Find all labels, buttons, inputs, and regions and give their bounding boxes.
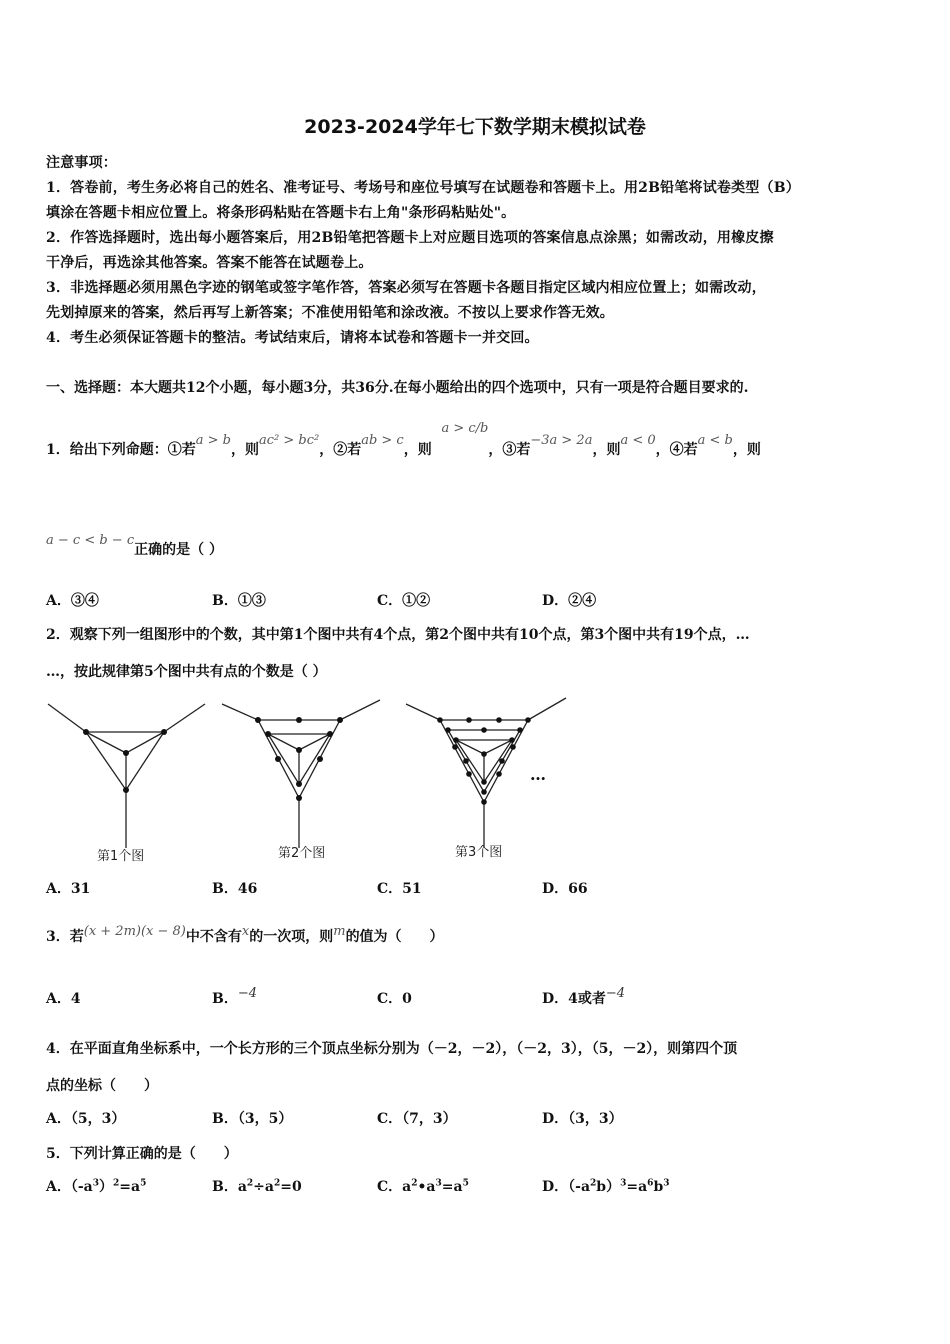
q1-option-b[interactable]: B．①③	[212, 593, 266, 609]
q2-option-d[interactable]: D．66	[542, 881, 588, 897]
q1-math: a > c/b	[441, 421, 489, 436]
q5a-part: ）	[99, 1179, 114, 1195]
dot	[481, 789, 487, 795]
q5-option-a[interactable]	[46, 1176, 146, 1196]
q1-math: a − c < b − c	[46, 533, 135, 548]
dot	[296, 781, 302, 787]
dot	[525, 717, 531, 723]
dot	[317, 756, 323, 762]
dot	[123, 787, 129, 793]
dot	[466, 717, 472, 723]
dot	[296, 717, 302, 723]
q3-option-b[interactable]	[212, 988, 257, 1008]
question-3-stem	[46, 926, 444, 946]
q5-option-b[interactable]	[212, 1176, 302, 1196]
q5d-part: =a	[626, 1179, 648, 1195]
q5b-sup: 2	[246, 1178, 254, 1189]
dot	[255, 717, 261, 723]
dot	[452, 744, 458, 750]
q5a-sup: 5	[140, 1178, 147, 1189]
q3-option-d-math: −4	[605, 986, 626, 1001]
notice-heading: 注意事项：	[46, 155, 117, 171]
q5d-part: b）	[596, 1179, 621, 1195]
figure-arm	[340, 700, 380, 720]
q1-math: a < 0	[620, 433, 656, 448]
q4-option-b[interactable]: B．（3，5）	[212, 1111, 293, 1127]
q2-option-c[interactable]: C．51	[377, 881, 422, 897]
notice-line: 填涂在答题卡相应位置上。将条形码粘贴在答题卡右上角"条形码粘贴处"。	[46, 205, 516, 221]
q1-text: 正确的是（ ）	[134, 542, 223, 558]
question-2-stem: 2．观察下列一组图形中的个数，其中第1个图中共有4个点，第2个图中共有10个点，第3个图中共有19个点，…	[46, 627, 750, 643]
dot	[327, 731, 333, 737]
q5a-sup: 3	[92, 1178, 100, 1189]
q5d-part: D．（-a	[542, 1179, 591, 1195]
page-title: 2023-2024学年七下数学期末模拟试卷	[304, 116, 646, 138]
dot	[510, 744, 516, 750]
dot	[481, 799, 487, 805]
q3-math: (x + 2m)(x − 8)	[83, 924, 186, 939]
q1-math: ab > c	[361, 433, 404, 448]
dot	[296, 795, 302, 801]
notice-line: 1．答卷前，考生务必将自己的姓名、准考证号、考场号和座位号填写在试题卷和答题卡上。用2B铅笔将试卷类型（B）	[46, 180, 800, 196]
q5-option-d[interactable]	[542, 1176, 670, 1196]
dot	[437, 717, 443, 723]
q1-text: ，则	[403, 442, 432, 458]
q1-option-c[interactable]: C．①②	[377, 593, 431, 609]
dot	[463, 758, 469, 764]
q2-option-a[interactable]: A．31	[46, 881, 91, 897]
q1-math: ac² > bc²	[258, 433, 320, 448]
q1-text: ，则	[732, 442, 761, 458]
section-heading: 一、选择题：本大题共12个小题，每小题3分，共36分.在每小题给出的四个选项中，只有一项是符合题目要求的.	[46, 380, 749, 396]
q4-option-d[interactable]: D．（3，3）	[542, 1111, 623, 1127]
figure-1-caption: 第1个图	[97, 849, 145, 864]
dot	[509, 737, 515, 743]
dot	[496, 771, 502, 777]
q4-option-a[interactable]: A．（5，3）	[46, 1111, 126, 1127]
q3-option-b-math: −4	[237, 986, 258, 1001]
figure-arm	[222, 704, 258, 720]
dot	[481, 751, 487, 757]
q5d-sup: 2	[590, 1178, 597, 1189]
q5a-sup: 2	[113, 1178, 120, 1189]
triangle-1	[86, 732, 164, 790]
notice-line: 3．非选择题必须用黑色字迹的钢笔或签字笔作答，答案必须写在答题卡各题目指定区域内相应位置上；如需改动，	[46, 280, 766, 296]
q3-text: 3．若	[46, 929, 84, 945]
notice-line: 先划掉原来的答案，然后再写上新答案；不准使用铅笔和涂改液。不按以上要求作答无效。	[46, 305, 614, 321]
q1-text: ，④若	[655, 442, 698, 458]
notice-line: 2．作答选择题时，选出每小题答案后，用2B铅笔把答题卡上对应题目选项的答案信息点涂黑；如需改动，用橡皮擦	[46, 230, 774, 246]
dot	[481, 779, 487, 785]
q5d-sup: 3	[663, 1178, 670, 1189]
inner-line	[126, 732, 164, 753]
q2-option-b[interactable]: B．46	[212, 881, 258, 897]
q3-text: 中不含有	[185, 929, 242, 945]
figure-ellipsis: …	[530, 765, 546, 784]
dot	[337, 717, 343, 723]
q3-text: 的一次项，则	[249, 929, 334, 945]
question-2-stem-cont: …，按此规律第5个图中共有点的个数是（ ）	[46, 664, 327, 680]
dot	[83, 729, 89, 735]
q3-option-d-label: D．4或者	[542, 991, 606, 1007]
q1-text: 1．给出下列命题：①若	[46, 442, 196, 458]
q1-option-a[interactable]: A．③④	[46, 593, 99, 609]
q5-option-c[interactable]	[377, 1176, 469, 1196]
dot	[499, 758, 505, 764]
figure-arm	[528, 698, 566, 720]
q5b-part: B．a	[212, 1179, 247, 1195]
q5d-sup: 6	[647, 1178, 654, 1189]
dot	[496, 717, 502, 723]
q5c-part: C．a	[377, 1179, 412, 1195]
q5c-part: •a	[417, 1179, 436, 1195]
figure-2-caption: 第2个图	[278, 846, 326, 861]
q1-text: ，则	[230, 442, 259, 458]
q3-option-c[interactable]: C．0	[377, 991, 412, 1007]
dot	[445, 727, 451, 733]
dot	[517, 727, 523, 733]
q5c-sup: 3	[435, 1178, 442, 1189]
q5d-part: b	[653, 1179, 664, 1195]
q3-option-d[interactable]	[542, 988, 625, 1008]
q1-text: ，则	[592, 442, 621, 458]
q5a-part: =a	[119, 1179, 141, 1195]
q1-math: −3a > 2a	[530, 433, 593, 448]
question-5-stem: 5．下列计算正确的是（ ）	[46, 1146, 238, 1162]
question-4-stem: 4．在平面直角坐标系中，一个长方形的三个顶点坐标分别为（－2，－2），（－2，3），（5，－2），则第四个顶	[46, 1041, 738, 1057]
figure-2	[222, 700, 380, 848]
figure-arm	[406, 704, 440, 720]
q1-math: a < b	[697, 433, 733, 448]
q5d-sup: 3	[620, 1178, 627, 1189]
q3-text: 的值为（ ）	[345, 929, 444, 945]
q1-math: a > b	[195, 433, 231, 448]
q5b-part: =0	[280, 1179, 302, 1195]
figure-arm	[48, 704, 86, 732]
inner-line	[86, 732, 126, 753]
dot	[481, 727, 487, 733]
question-1-stem-cont	[46, 533, 223, 559]
dot	[275, 756, 281, 762]
q1-text: ，②若	[319, 442, 362, 458]
q4-option-c[interactable]: C．（7，3）	[377, 1111, 457, 1127]
q5b-sup: 2	[273, 1178, 281, 1189]
q3-math: x	[241, 924, 250, 939]
question-4-stem-cont: 点的坐标（ ）	[46, 1078, 158, 1094]
q1-text: ，③若	[488, 442, 531, 458]
q5c-part: =a	[441, 1179, 463, 1195]
figure-3-caption: 第3个图	[455, 845, 503, 860]
q5c-sup: 5	[462, 1178, 469, 1189]
q5b-part: ÷a	[253, 1179, 274, 1195]
figure-1	[48, 704, 205, 848]
dot-pattern-figures	[0, 690, 950, 870]
question-1-stem	[46, 421, 761, 459]
notice-line: 干净后，再选涂其他答案。答案不能答在试题卷上。	[46, 255, 373, 271]
q5c-sup: 2	[411, 1178, 418, 1189]
dot	[265, 731, 271, 737]
dot	[466, 771, 472, 777]
notice-line: 4．考生必须保证答题卡的整洁。考试结束后，请将本试卷和答题卡一并交回。	[46, 330, 539, 346]
q3-option-b-label: B．	[212, 991, 238, 1007]
dot	[453, 737, 459, 743]
dot	[161, 729, 167, 735]
figure-arm	[164, 704, 205, 732]
q3-math: m	[333, 924, 346, 939]
dot	[296, 747, 302, 753]
q5a-part: A．（-a	[46, 1179, 93, 1195]
q1-option-d[interactable]: D．②④	[542, 593, 597, 609]
q3-option-a[interactable]: A．4	[46, 991, 81, 1007]
dot	[123, 750, 129, 756]
